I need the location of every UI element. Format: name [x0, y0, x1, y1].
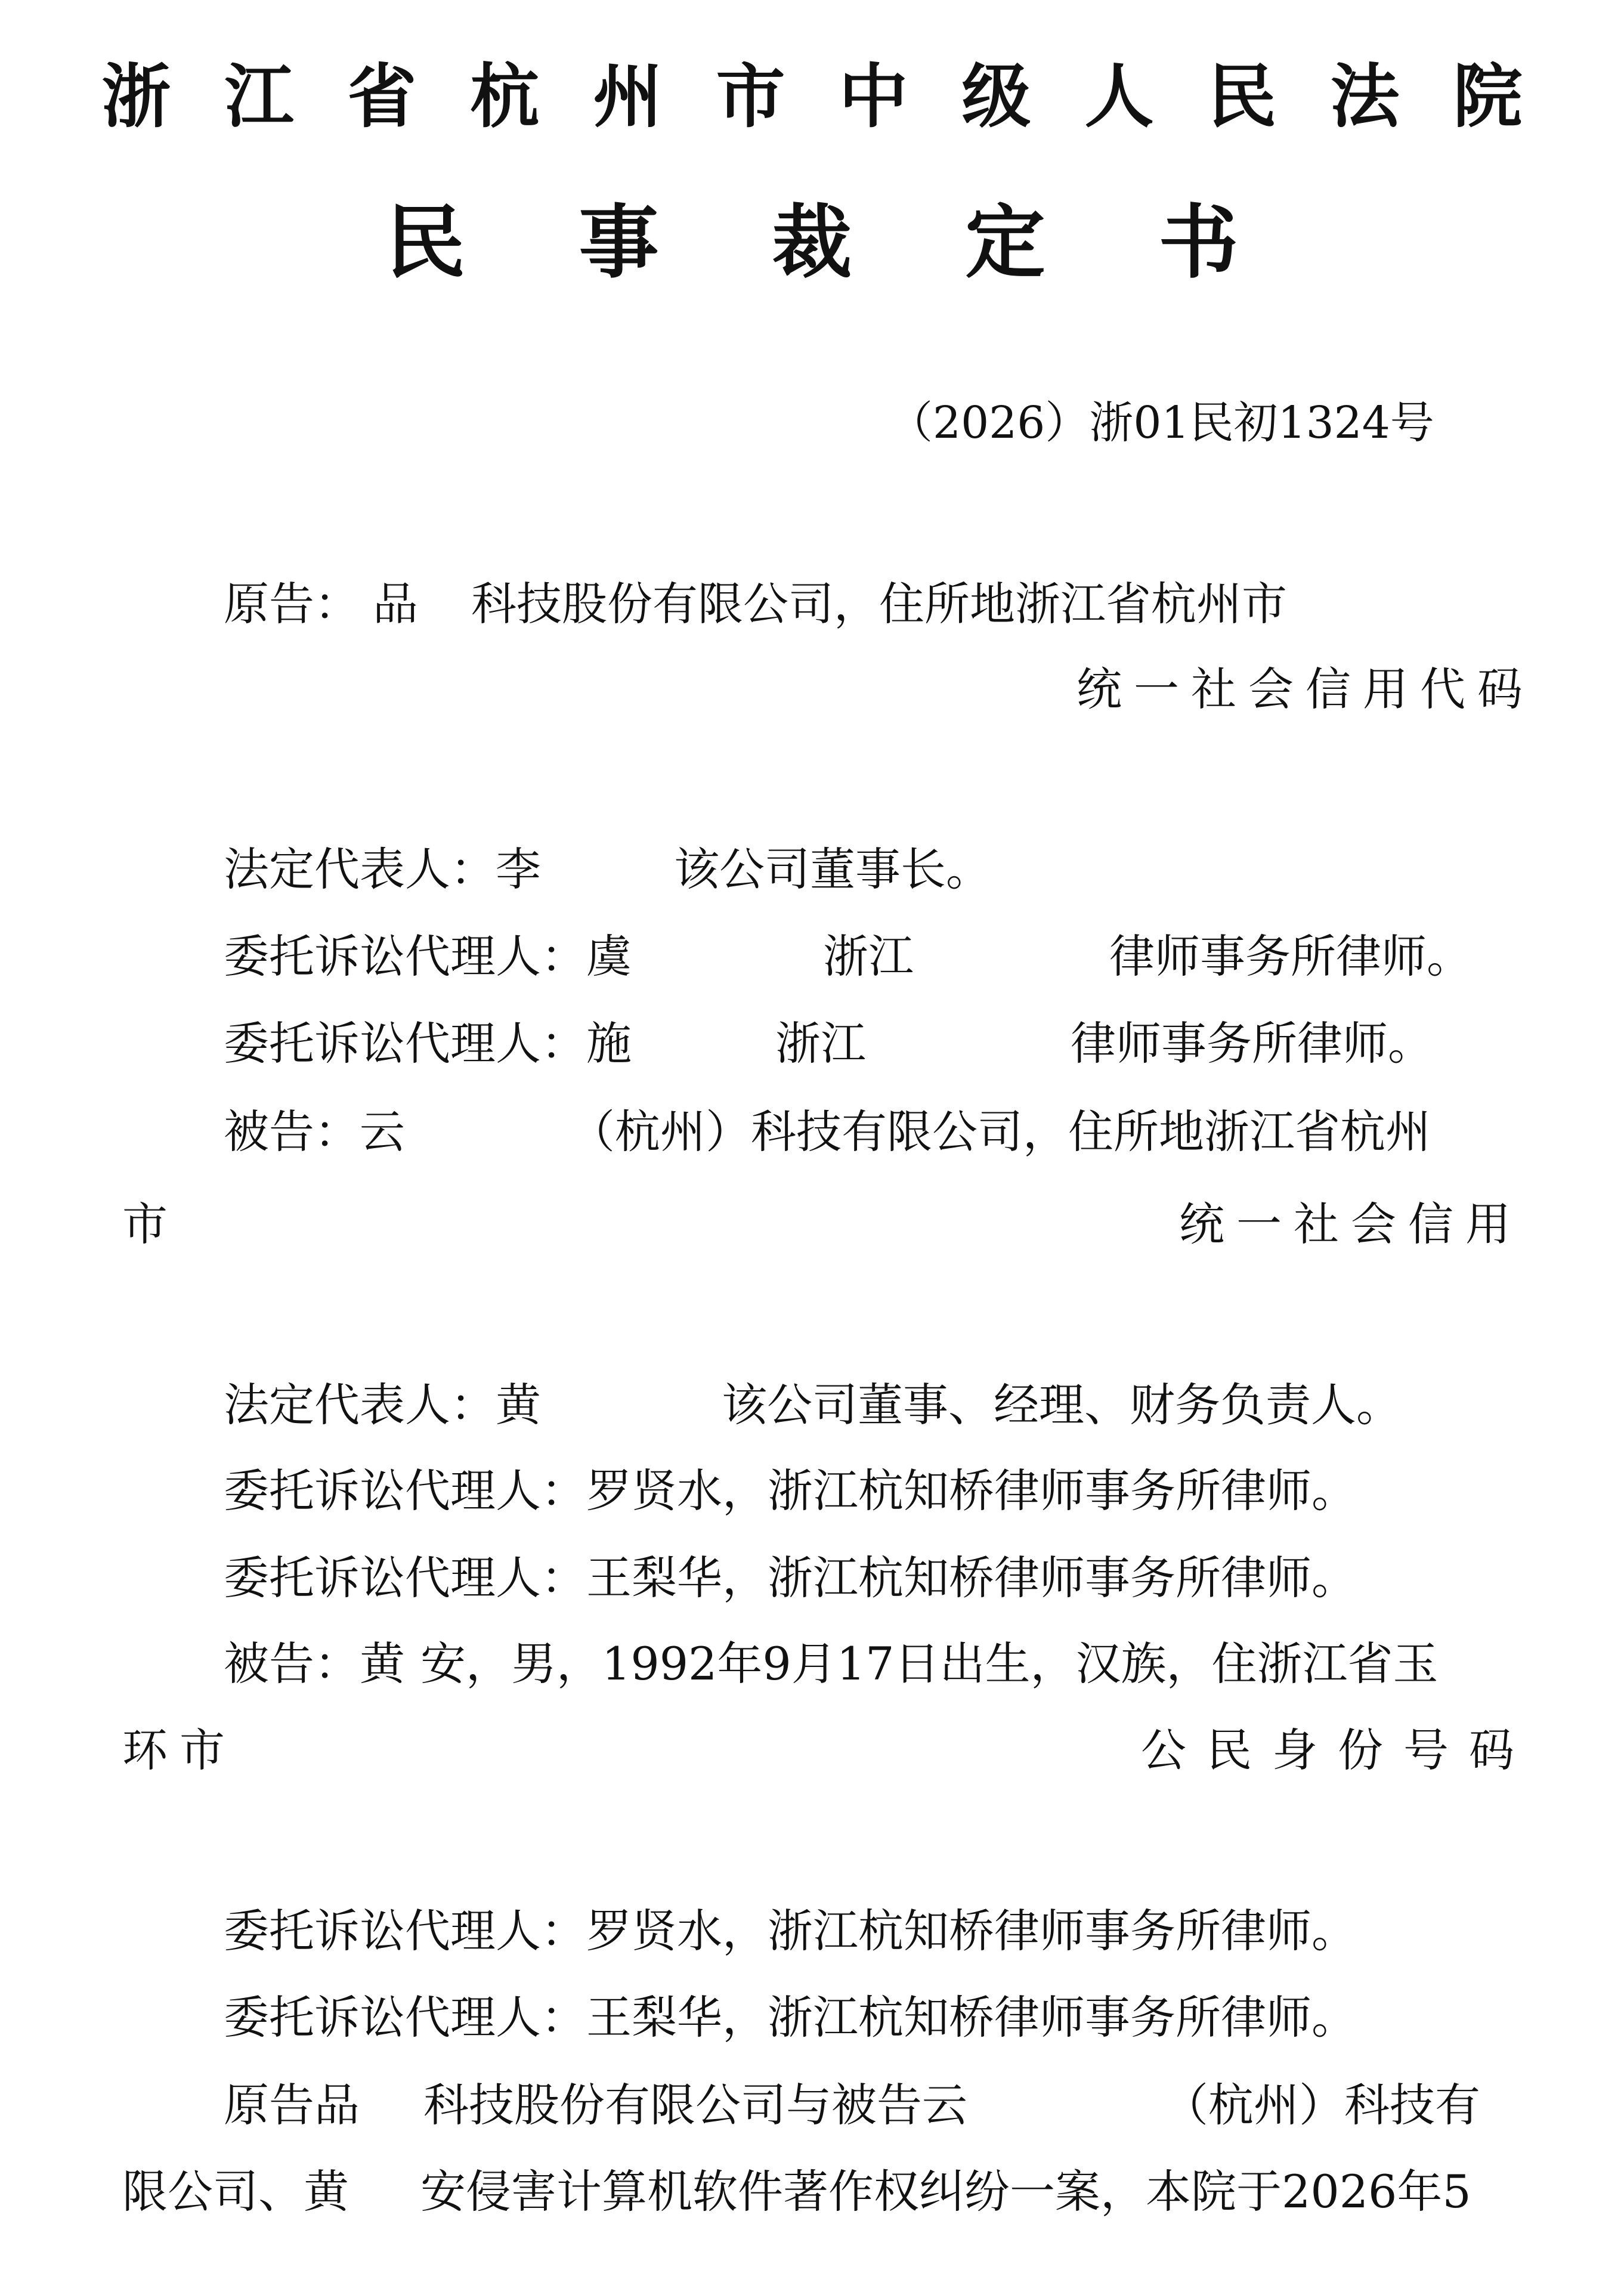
- defendant2-address-cont: 环市: [122, 1724, 237, 1777]
- plaintiff-legal-rep-title: 该公司董事长。: [674, 843, 991, 896]
- body-line2-part1: 限公司、黄: [122, 2165, 349, 2218]
- document-type-title: 民事裁定书: [385, 196, 1352, 289]
- plaintiff-name-start: 品: [373, 577, 418, 630]
- plaintiff-agent2-firm-start: 浙江: [775, 1017, 866, 1070]
- defendant1-legal-rep-title: 该公司董事、经理、财务负责人。: [722, 1378, 1402, 1431]
- defendant1-name-address: （杭州）科技有限公司，住所地浙江省杭州: [570, 1105, 1431, 1158]
- defendant2-details: 安，男，1992年9月17日出生，汉族，住浙江省玉: [420, 1637, 1439, 1690]
- plaintiff-agent1-label: 委托诉讼代理人：虞: [224, 930, 632, 983]
- defendant1-label: 被告：云: [224, 1105, 405, 1158]
- defendant2-agent1: 委托诉讼代理人：罗贤水，浙江杭知桥律师事务所律师。: [224, 1904, 1357, 1957]
- body-line1-part1: 原告品: [224, 2079, 360, 2132]
- plaintiff-agent2-label: 委托诉讼代理人：施: [224, 1017, 632, 1070]
- defendant2-label: 被告：黄: [224, 1637, 405, 1690]
- defendant2-agent2: 委托诉讼代理人：王梨华，浙江杭知桥律师事务所律师。: [224, 1991, 1357, 2044]
- plaintiff-agent1-firm-end: 律师事务所律师。: [1109, 930, 1472, 983]
- body-line1-part3: （杭州）科技有: [1163, 2079, 1480, 2132]
- defendant1-agent1: 委托诉讼代理人：罗贤水，浙江杭知桥律师事务所律师。: [224, 1464, 1357, 1517]
- defendant1-legal-rep-label: 法定代表人：黄: [224, 1378, 541, 1431]
- defendant1-agent2: 委托诉讼代理人：王梨华，浙江杭知桥律师事务所律师。: [224, 1551, 1357, 1604]
- plaintiff-address: 科技股份有限公司，住所地浙江省杭州市: [471, 577, 1287, 630]
- body-line1-part2: 科技股份有限公司与被告云: [423, 2079, 967, 2132]
- plaintiff-credit-code-label: 统一社会信用代码: [1077, 663, 1535, 716]
- defendant1-credit-code-label: 统一社会信用: [1179, 1198, 1523, 1251]
- court-name: 浙江省杭州市中级人民法院: [101, 57, 1576, 137]
- defendant2-id-label: 公民身份号码: [1141, 1724, 1535, 1777]
- case-number: （2026）浙01民初1324号: [889, 397, 1434, 449]
- body-line2-part2: 安侵害计算机软件著作权纠纷一案，本院于2026年5: [420, 2165, 1471, 2218]
- plaintiff-agent1-firm-start: 浙江: [823, 930, 914, 983]
- plaintiff-label: 原告：: [224, 577, 360, 630]
- defendant1-address-cont: 市: [122, 1198, 168, 1251]
- plaintiff-agent2-firm-end: 律师事务所律师。: [1071, 1017, 1433, 1070]
- plaintiff-legal-rep-label: 法定代表人：李: [224, 843, 541, 896]
